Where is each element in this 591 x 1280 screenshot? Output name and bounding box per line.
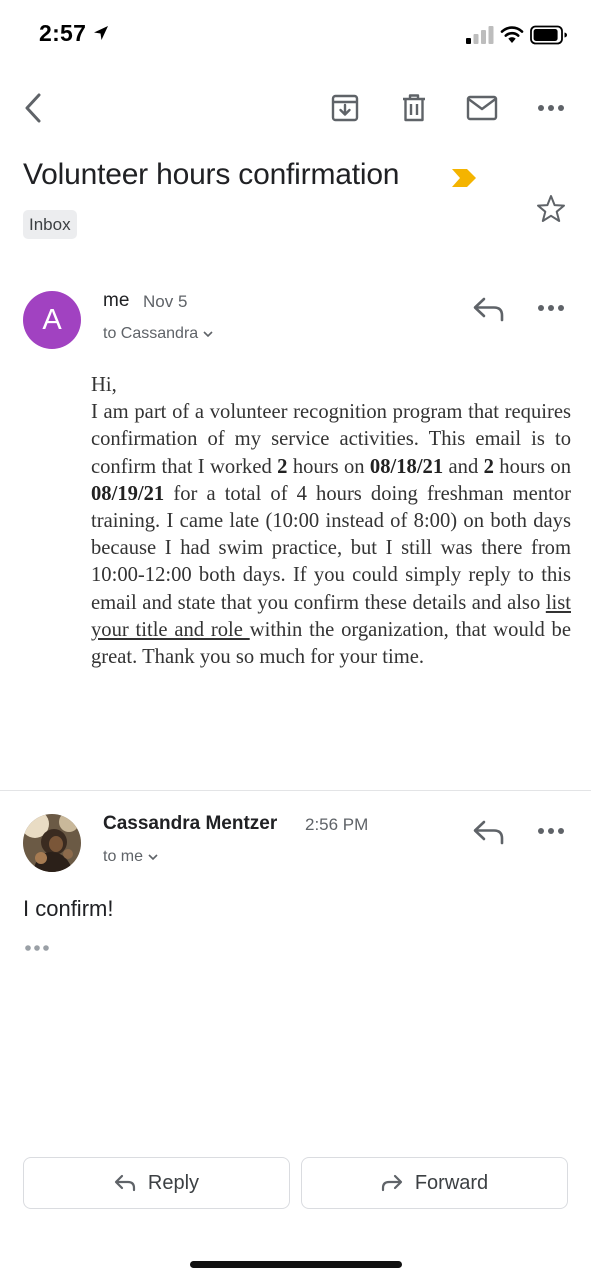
status-time: 2:57: [39, 20, 87, 46]
greeting: Hi,: [91, 374, 117, 396]
important-marker-icon[interactable]: [451, 168, 477, 188]
show-trimmed-content-icon[interactable]: [23, 940, 51, 956]
mark-unread-mail-icon: [466, 95, 498, 121]
reply-button[interactable]: [23, 1157, 290, 1209]
recipient-details-toggle[interactable]: [103, 848, 159, 866]
hours-day1: 2: [277, 455, 288, 478]
more-vertical-dots-icon: [536, 103, 566, 113]
cellular-signal-icon: [466, 26, 494, 44]
mark-unread-button[interactable]: [466, 92, 498, 124]
reply-label: Reply: [147, 1171, 200, 1194]
body-text: for a total of 4 hours doing freshman mentor training. I came late (10:00 instead of 8:00) on both days because I had swim practice, but I still was there from 10:00-12:00 both days. If you could simply reply to this email and state that you confirm these details and also: [91, 482, 571, 614]
recipient-text: to Cassandra: [103, 325, 199, 342]
body-text: and: [443, 455, 484, 478]
hours-day2: 2: [483, 455, 494, 478]
status-bar: [0, 0, 591, 70]
archive-button[interactable]: [329, 92, 361, 124]
forward-button[interactable]: [301, 1157, 568, 1209]
message-body: I confirm!: [23, 896, 114, 921]
back-arrow-icon: [21, 92, 45, 124]
battery-icon: [530, 25, 568, 45]
message-date: 2:56 PM: [305, 815, 369, 834]
inbox-label-chip[interactable]: Inbox: [23, 210, 77, 239]
chevron-down-icon: [147, 853, 159, 861]
message-more-icon[interactable]: [536, 826, 566, 836]
body-text: within the organization, that would be great. Thank you so much for your time.: [91, 618, 571, 669]
more-options-button[interactable]: [535, 92, 567, 124]
message-divider: [0, 790, 591, 791]
reply-arrow-icon: [114, 1174, 136, 1192]
recipient-details-toggle[interactable]: [103, 325, 214, 343]
trash-icon: [400, 93, 428, 123]
reply-icon[interactable]: [472, 296, 506, 324]
sender-avatar[interactable]: A: [23, 291, 81, 349]
chevron-down-icon: [202, 330, 214, 338]
body-paragraph: [91, 399, 571, 671]
forward-label: Forward: [414, 1171, 489, 1194]
message-body: [91, 372, 571, 671]
body-text: hours on: [287, 455, 370, 478]
underlined-request: list your title and role: [91, 591, 571, 641]
forward-arrow-icon: [381, 1174, 403, 1192]
body-text: hours on: [493, 455, 571, 478]
reply-icon[interactable]: [472, 819, 506, 847]
email-subject: Volunteer hours confirmation: [23, 158, 400, 191]
recipient-text: to me: [103, 848, 144, 865]
date-day2: 08/19/21: [91, 482, 165, 505]
archive-icon: [330, 93, 360, 123]
back-button[interactable]: [17, 92, 49, 124]
toolbar: [0, 80, 591, 140]
sender-name: me: [103, 290, 130, 311]
message-more-icon[interactable]: [536, 303, 566, 313]
profile-photo-icon: [23, 814, 81, 872]
date-day1: 08/18/21: [369, 455, 444, 478]
home-indicator[interactable]: [190, 1261, 402, 1268]
message-date: Nov 5: [143, 292, 188, 311]
wifi-icon: [500, 24, 524, 44]
sender-avatar-photo[interactable]: [23, 814, 81, 872]
location-arrow-icon: [92, 24, 110, 42]
body-text: I am part of a volunteer recognition program that requires confirmation of my service activities. This email is to confirm that I worked: [91, 401, 571, 478]
sender-name: Cassandra Mentzer: [103, 813, 278, 834]
delete-button[interactable]: [398, 92, 430, 124]
star-icon[interactable]: [535, 193, 567, 225]
